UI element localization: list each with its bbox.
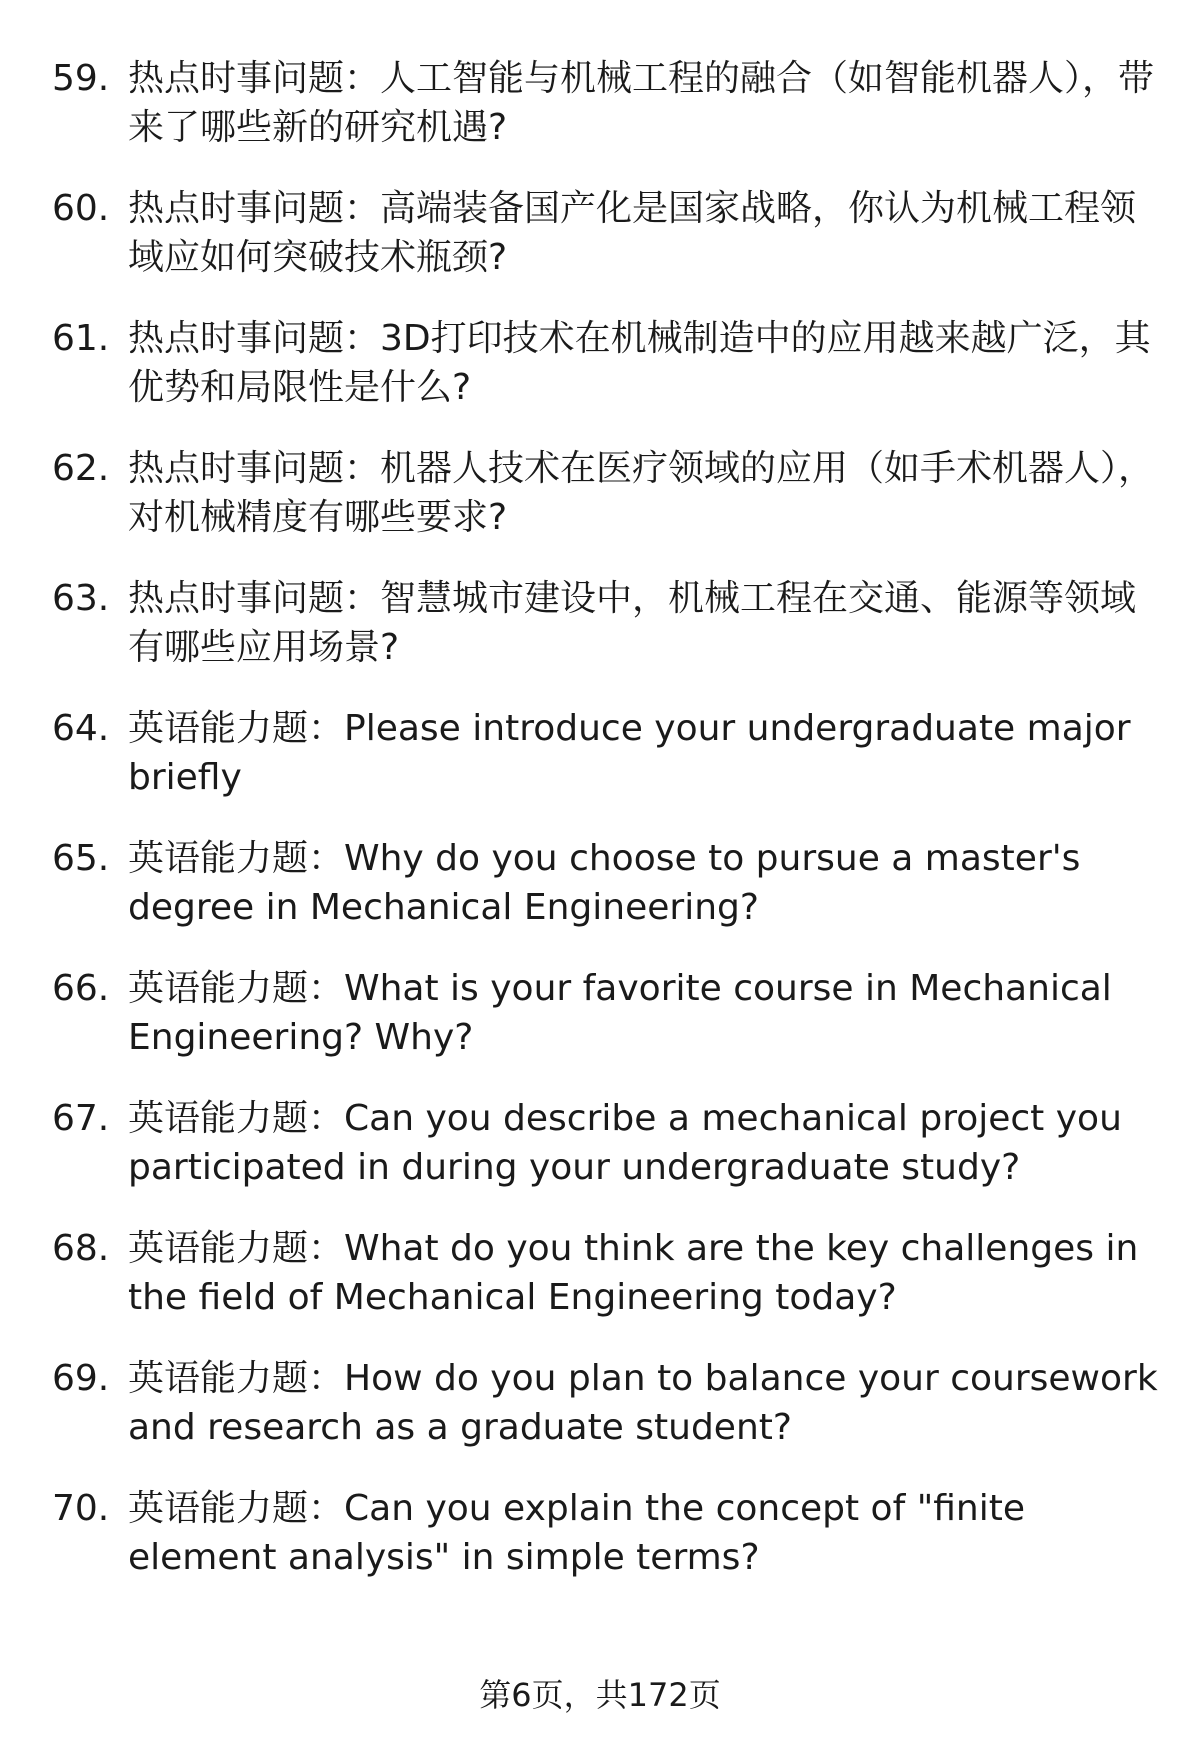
question-list [52,54,1162,1614]
question-text: 英语能力题：How do you plan to balance your coursework and research as a graduate student? [128,1358,1158,1448]
question-text: 热点时事问题：人工智能与机械工程的融合（如智能机器人），带来了哪些新的研究机遇? [128,58,1155,148]
question-number: 61. [52,318,110,359]
question-text: 英语能力题：What is your favorite course in Mechanical Engineering? Why? [128,968,1112,1058]
question-text: 英语能力题：Can you explain the concept of "finite element analysis" in simple terms? [128,1488,1026,1578]
question-number: 66. [52,968,110,1009]
question-text: 英语能力题：Can you describe a mechanical project you participated in during your undergraduate study? [128,1098,1122,1188]
question-text: 热点时事问题：高端装备国产化是国家战略，你认为机械工程领域应如何突破技术瓶颈? [128,188,1137,278]
question-text: 热点时事问题：3D打印技术在机械制造中的应用越来越广泛，其优势和局限性是什么? [128,318,1151,408]
list-item [52,964,1162,1062]
list-item [52,1094,1162,1192]
question-number: 60. [52,188,110,229]
list-item [52,1484,1162,1582]
question-number: 69. [52,1358,110,1399]
question-number: 64. [52,708,110,749]
list-item [52,54,1162,152]
list-item [52,1224,1162,1322]
question-number: 63. [52,578,110,619]
question-number: 67. [52,1098,110,1139]
list-item [52,704,1162,802]
list-item [52,1354,1162,1452]
list-item [52,574,1162,672]
page-footer: 第6页，共172页 [479,1676,721,1714]
question-number: 62. [52,448,110,489]
question-text: 英语能力题：Why do you choose to pursue a master's degree in Mechanical Engineering? [128,838,1081,928]
list-item [52,184,1162,282]
question-text: 热点时事问题：智慧城市建设中，机械工程在交通、能源等领域有哪些应用场景? [128,578,1137,668]
question-number: 59. [52,58,110,99]
question-text: 英语能力题：Please introduce your undergraduate major briefly [128,708,1131,798]
list-item [52,444,1162,542]
question-text: 热点时事问题：机器人技术在医疗领域的应用（如手术机器人），对机械精度有哪些要求? [128,448,1155,538]
question-text: 英语能力题：What do you think are the key challenges in the field of Mechanical Engineering today? [128,1228,1139,1318]
question-number: 68. [52,1228,110,1269]
list-item [52,314,1162,412]
question-number: 65. [52,838,110,879]
question-number: 70. [52,1488,110,1529]
list-item [52,834,1162,932]
